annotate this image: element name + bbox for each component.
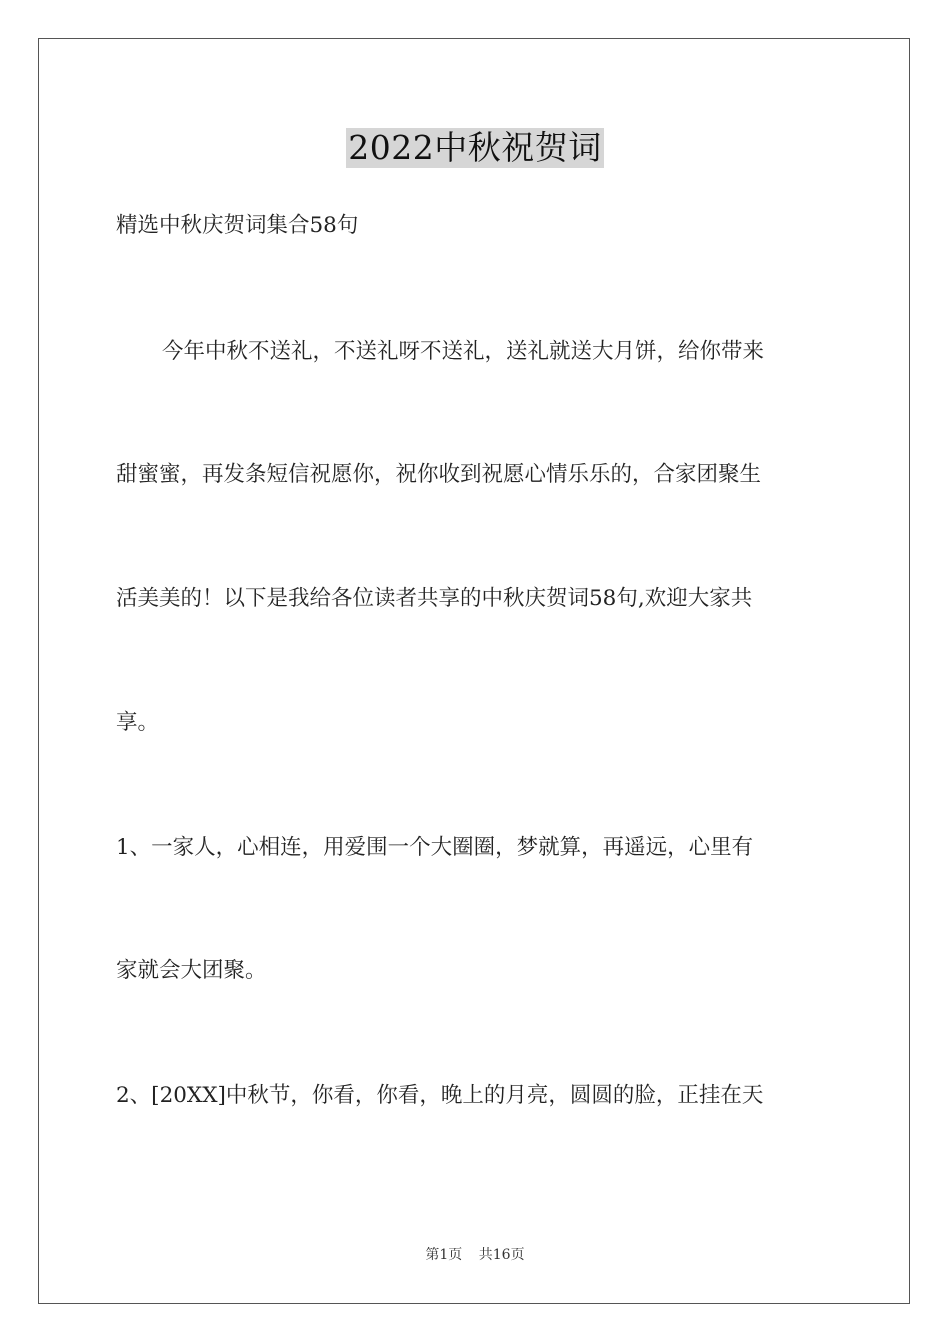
- paragraph-line: 1、一家人，心相连，用爱围一个大圈圈，梦就算，再遥远，心里有: [116, 835, 754, 860]
- paragraph-line: 家就会大团聚。: [116, 958, 267, 983]
- page-footer: [0, 1246, 950, 1264]
- paragraph-line: 享。: [116, 710, 160, 735]
- subtitle-line: 精选中秋庆贺词集合58句: [116, 213, 359, 238]
- page-number-total: 共16页: [478, 1247, 525, 1263]
- document-title: 2022中秋祝贺词: [348, 128, 602, 167]
- page-number-current: 第1页: [425, 1247, 463, 1263]
- paragraph-line: 今年中秋不送礼，不送礼呀不送礼，送礼就送大月饼，给你带来: [162, 339, 765, 364]
- paragraph-line: 活美美的！以下是我给各位读者共享的中秋庆贺词58句,欢迎大家共: [116, 586, 753, 611]
- paragraph-line: 甜蜜蜜，再发条短信祝愿你，祝你收到祝愿心情乐乐的，合家团聚生: [116, 462, 762, 487]
- paragraph-line: 2、[20XX]中秋节，你看，你看，晚上的月亮，圆圆的脸，正挂在天: [116, 1083, 764, 1108]
- title-container: [0, 128, 950, 168]
